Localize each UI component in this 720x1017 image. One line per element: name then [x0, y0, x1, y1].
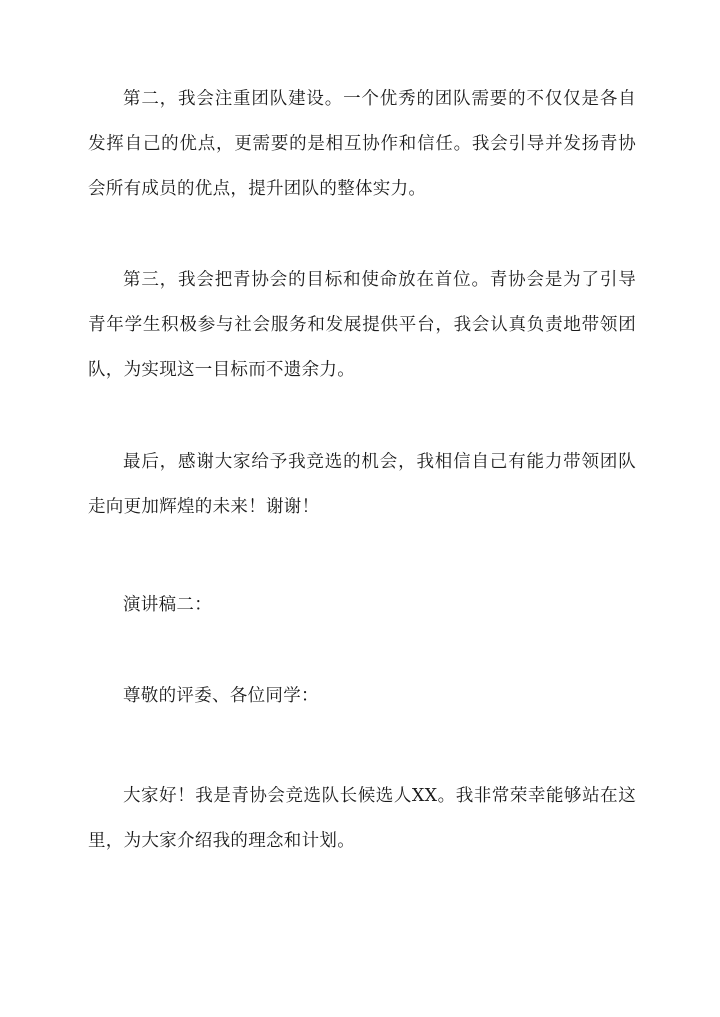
paragraph-introduction: 大家好！我是青协会竞选队长候选人XX。我非常荣幸能够站在这里，为大家介绍我的理念和计划。	[88, 786, 636, 851]
paragraph-team-building: 第二，我会注重团队建设。一个优秀的团队需要的不仅仅是各自发挥自己的优点，更需要的是相互协作和信任。我会引导并发扬青协会所有成员的优点，提升团队的整体实力。	[88, 89, 636, 199]
paragraph-goals-mission: 第三，我会把青协会的目标和使命放在首位。青协会是为了引导青年学生积极参与社会服务和发展提供平台，我会认真负责地带领团队，为实现这一目标而不遗余力。	[88, 270, 636, 380]
speech-two-heading: 演讲稿二：	[123, 595, 212, 615]
salutation: 尊敬的评委、各位同学：	[123, 686, 319, 706]
paragraph-closing-thanks: 最后，感谢大家给予我竞选的机会，我相信自己有能力带领团队走向更加辉煌的未来！谢谢！	[88, 452, 636, 517]
